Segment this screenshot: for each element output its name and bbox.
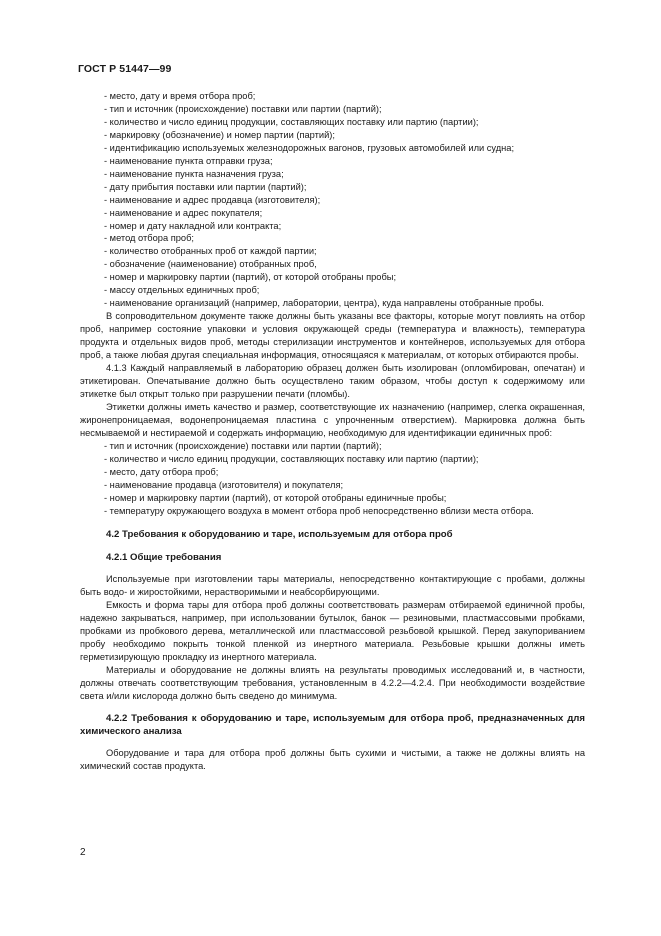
list-item: - тип и источник (происхождение) поставки или партии (партий); — [104, 440, 382, 451]
section-heading-4-2-1: 4.2.1 Общие требования — [106, 552, 222, 564]
section-heading-4-2: 4.2 Требования к оборудованию и таре, используемым для отбора проб — [106, 529, 453, 541]
page-number: 2 — [80, 847, 86, 858]
list-item: - тип и источник (происхождение) поставки или партии (партий); — [104, 103, 382, 114]
list-item: - наименование и адрес покупателя; — [104, 207, 263, 218]
list-item: - наименование продавца (изготовителя) и покупателя; — [104, 479, 344, 490]
document-body — [80, 90, 585, 773]
list-item: - номер и маркировку партии (партий), от которой отобраны единичные пробы; — [104, 492, 447, 503]
list-item: - идентификацию используемых железнодорожных вагонов, грузовых автомобилей или судна; — [104, 142, 515, 153]
list-item: - температуру окружающего воздуха в момент отбора проб непосредственно вблизи места отбора. — [104, 505, 534, 516]
list-item: - место, дату отбора проб; — [104, 466, 219, 477]
section-heading-4-2-2: 4.2.2 Требования к оборудованию и таре, используемым для отбора проб, предназначенных для химического анализа — [80, 712, 585, 737]
list-item: - обозначение (наименование) отобранных проб, — [104, 259, 317, 270]
list-item: - количество и число единиц продукции, составляющих поставку или партию (партии); — [104, 453, 479, 464]
paragraph-4-1-3: 4.1.3 Каждый направляемый в лабораторию образец должен быть изолирован (опломбирован, опечатан) и этикетирован. Опечатывание должно быть осуществлено таким образом, чтобы доступ к содержимому или этикетке был открыт только при разрушении печати (пломбы). — [80, 363, 585, 399]
list-item: - наименование и адрес продавца (изготовителя); — [104, 194, 321, 205]
paragraph-4-2-1-containers: Емкость и форма тары для отбора проб должны соответствовать размерам отбираемой единичной пробы, надежно закрываться, например, при использовании бутылок, банок — резиновыми, пластмассовыми пробками, пробками из пробкового дерева, металлической или пластмассовой резьбовой крышкой. Перед закупориванием пробу необходимо покрыть тонкой пленкой из инертного материала. Резьбовые крышки должны иметь герметизирующую прокладку из инертного материала. — [80, 600, 585, 663]
sampling-record-list — [80, 90, 585, 310]
label-info-list — [80, 440, 585, 518]
list-item: - номер и маркировку партии (партий), от которой отобраны пробы; — [104, 272, 397, 283]
document-header: ГОСТ Р 51447—99 — [78, 63, 172, 75]
list-item: - количество и число единиц продукции, составляющих поставку или партию (партии); — [104, 116, 479, 127]
list-item: - место, дату и время отбора проб; — [104, 91, 256, 101]
list-item: - номер и дату накладной или контракта; — [104, 220, 282, 231]
list-item: - наименование пункта отправки груза; — [104, 155, 273, 166]
list-item: - маркировку (обозначение) и номер партии (партий); — [104, 129, 335, 140]
paragraph-accompanying-document: В сопроводительном документе также должны быть указаны все факторы, которые могут повлиять на отбор проб, например состояние упаковки и условия окружающей среды (температура и влажность), температура продукта и отдельных видов проб, методы стерилизации инструментов и контейнеров, используемых для отбора проб, а также любая другая специальная информация, относящаяся к материалам, от которых отбираются пробы. — [80, 311, 585, 361]
paragraph-4-2-2: Оборудование и тара для отбора проб должны быть сухими и чистыми, а также не должны влиять на химический состав продукта. — [80, 747, 585, 771]
list-item: - метод отбора проб; — [104, 233, 194, 244]
list-item: - наименование пункта назначения груза; — [104, 168, 284, 179]
paragraph-4-2-1-equipment: Материалы и оборудование не должны влиять на результаты проводимых исследований и, в частности, должны отвечать соответствующим требования, установленным в 4.2.2—4.2.4. При необходимости воздействие света и/или кислорода должно быть сведено до минимума. — [80, 665, 585, 701]
list-item: - дату прибытия поставки или партии (партий); — [104, 181, 307, 192]
list-item: - количество отобранных проб от каждой партии; — [104, 246, 317, 257]
list-item: - наименование организаций (например, лаборатории, центра), куда направлены отобранные пробы. — [104, 298, 544, 309]
list-item: - массу отдельных единичных проб; — [104, 285, 260, 296]
paragraph-labels: Этикетки должны иметь качество и размер, соответствующие их назначению (например, слегка окрашенная, жиронепроницаемая, водонепроницаемая пластина с упрочненным отверстием). Маркировка должна быть несмываемой и нестираемой и содержать информацию, необходимую для идентификации единичных проб: — [80, 401, 585, 438]
paragraph-4-2-1-materials: Используемые при изготовлении тары материалы, непосредственно контактирующие с пробами, должны быть водо- и жиростойкими, нерастворимыми и неабсорбирующими. — [80, 574, 585, 598]
